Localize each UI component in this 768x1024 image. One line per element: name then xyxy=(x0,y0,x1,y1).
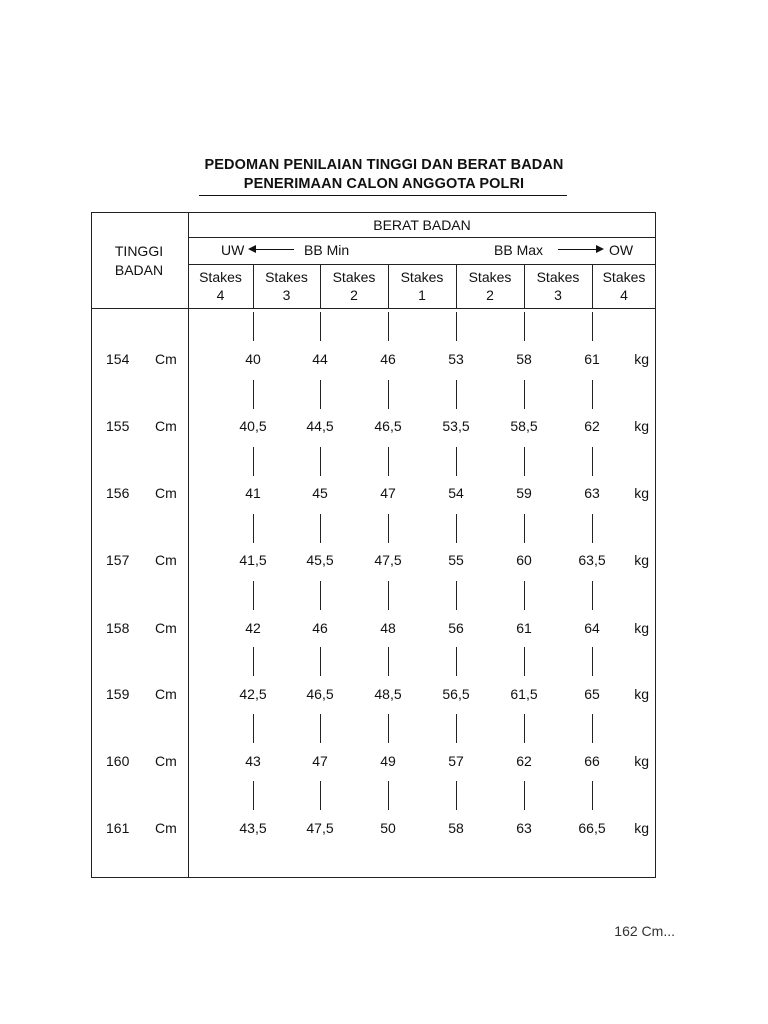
range-tick xyxy=(320,380,321,409)
height-unit: Cm xyxy=(155,418,177,434)
stakes-header-cell xyxy=(456,268,524,304)
weight-value: 61 xyxy=(516,620,532,636)
weight-value: 66,5 xyxy=(578,820,606,836)
stakes-number: 1 xyxy=(418,287,426,303)
stakes-word: Stakes xyxy=(536,269,580,285)
range-tick xyxy=(320,647,321,676)
weight-value: 48,5 xyxy=(374,686,402,702)
range-tick xyxy=(253,380,254,409)
weight-value: 40 xyxy=(245,351,261,367)
arrow-right-shaft xyxy=(558,249,597,250)
height-value: 158 xyxy=(106,620,130,636)
range-tick xyxy=(592,514,593,543)
stakes-word: Stakes xyxy=(468,269,512,285)
stakes-top-rule xyxy=(188,264,656,265)
range-tick xyxy=(456,514,457,543)
arrow-left-shaft xyxy=(255,249,294,250)
range-tick xyxy=(524,514,525,543)
range-tick xyxy=(253,312,254,341)
range-tick xyxy=(388,647,389,676)
weight-value: 62 xyxy=(584,418,600,434)
header-bottom-rule xyxy=(91,308,656,309)
weight-value: 63,5 xyxy=(578,552,606,568)
weight-value: 46,5 xyxy=(306,686,334,702)
weight-value: 47,5 xyxy=(306,820,334,836)
weight-value: 63 xyxy=(516,820,532,836)
title-underline xyxy=(199,195,567,196)
height-unit: Cm xyxy=(155,820,177,836)
weight-value: 44 xyxy=(312,351,328,367)
document-title-line2: PENERIMAAN CALON ANGGOTA POLRI xyxy=(243,176,525,192)
range-tick xyxy=(320,312,321,341)
stakes-header-cell xyxy=(188,268,253,304)
weight-value: 46 xyxy=(312,620,328,636)
range-tick xyxy=(320,447,321,476)
range-tick xyxy=(388,714,389,743)
weight-value: 63 xyxy=(584,485,600,501)
range-tick xyxy=(253,714,254,743)
document-title-line1: PEDOMAN PENILAIAN TINGGI DAN BERAT BADAN xyxy=(204,157,564,173)
stakes-word: Stakes xyxy=(265,269,308,285)
stakes-number: 4 xyxy=(216,287,225,303)
weight-value: 62 xyxy=(516,753,532,769)
stakes-header-cell xyxy=(524,268,592,304)
range-tick xyxy=(592,781,593,810)
weight-value: 41,5 xyxy=(239,552,267,568)
weight-value: 49 xyxy=(380,753,396,769)
weight-value: 42,5 xyxy=(239,686,267,702)
range-tick xyxy=(456,312,457,341)
range-tick xyxy=(456,581,457,610)
stakes-word: Stakes xyxy=(400,269,444,285)
weight-value: 47,5 xyxy=(374,552,402,568)
weight-value: 48 xyxy=(380,620,396,636)
range-tick xyxy=(388,312,389,341)
height-unit: Cm xyxy=(155,620,177,636)
range-tick xyxy=(524,380,525,409)
height-value: 159 xyxy=(106,686,130,702)
weight-value: 58 xyxy=(448,820,464,836)
height-unit: Cm xyxy=(155,552,177,568)
weight-value: 64 xyxy=(584,620,600,636)
weight-value: 45 xyxy=(312,485,328,501)
range-tick xyxy=(524,781,525,810)
range-tick xyxy=(456,447,457,476)
stakes-number: 2 xyxy=(350,287,358,303)
weight-value: 60 xyxy=(516,552,532,568)
height-value: 160 xyxy=(106,753,130,769)
tinggi-label: TINGGI xyxy=(114,243,164,259)
stakes-header-cell xyxy=(592,268,656,304)
weight-unit: kg xyxy=(634,552,649,568)
stakes-word: Stakes xyxy=(332,269,376,285)
weight-value: 53,5 xyxy=(442,418,470,434)
range-tick xyxy=(524,447,525,476)
weight-value: 47 xyxy=(312,753,328,769)
berat-badan-rule xyxy=(188,237,656,238)
tinggi-badan-header xyxy=(115,243,163,278)
tinggi-column-divider xyxy=(188,212,189,878)
height-unit: Cm xyxy=(155,753,177,769)
weight-unit: kg xyxy=(634,820,649,836)
range-tick xyxy=(592,714,593,743)
range-tick xyxy=(592,647,593,676)
weight-value: 43 xyxy=(245,753,261,769)
range-tick xyxy=(388,581,389,610)
weight-value: 55 xyxy=(448,552,464,568)
weight-value: 61,5 xyxy=(510,686,538,702)
range-tick xyxy=(253,581,254,610)
range-tick xyxy=(524,312,525,341)
range-tick xyxy=(524,714,525,743)
weight-value: 59 xyxy=(516,485,532,501)
range-tick xyxy=(253,781,254,810)
range-tick xyxy=(388,380,389,409)
weight-value: 56,5 xyxy=(442,686,470,702)
range-tick xyxy=(456,647,457,676)
weight-unit: kg xyxy=(634,753,649,769)
range-tick xyxy=(388,781,389,810)
weight-value: 54 xyxy=(448,485,464,501)
height-value: 154 xyxy=(106,351,130,367)
weight-unit: kg xyxy=(634,418,649,434)
weight-value: 43,5 xyxy=(239,820,267,836)
badan-label: BADAN xyxy=(114,262,164,278)
weight-value: 40,5 xyxy=(239,418,267,434)
stakes-header-cell xyxy=(253,268,320,304)
weight-value: 41 xyxy=(245,485,261,501)
weight-value: 44,5 xyxy=(306,418,334,434)
weight-value: 56 xyxy=(448,620,464,636)
berat-badan-header: BERAT BADAN xyxy=(373,217,471,233)
weight-value: 46 xyxy=(380,351,396,367)
range-tick xyxy=(320,714,321,743)
weight-unit: kg xyxy=(634,620,649,636)
weight-value: 65 xyxy=(584,686,600,702)
weight-value: 42 xyxy=(245,620,261,636)
weight-value: 50 xyxy=(380,820,396,836)
height-value: 161 xyxy=(106,820,130,836)
stakes-number: 2 xyxy=(486,287,494,303)
range-tick xyxy=(456,781,457,810)
table-border xyxy=(91,212,656,878)
range-tick xyxy=(592,447,593,476)
stakes-number: 3 xyxy=(282,287,291,303)
range-tick xyxy=(320,514,321,543)
stakes-header-cell xyxy=(388,268,456,304)
height-unit: Cm xyxy=(155,485,177,501)
stakes-word: Stakes xyxy=(602,269,646,285)
continuation-note: 162 Cm... xyxy=(614,923,675,939)
weight-value: 66 xyxy=(584,753,600,769)
range-tick xyxy=(388,514,389,543)
weight-value: 47 xyxy=(380,485,396,501)
range-tick xyxy=(456,380,457,409)
arrow-right-icon xyxy=(596,245,604,253)
range-tick xyxy=(253,514,254,543)
ow-label: OW xyxy=(609,242,634,258)
height-value: 156 xyxy=(106,485,130,501)
height-unit: Cm xyxy=(155,686,177,702)
range-tick xyxy=(592,380,593,409)
range-tick xyxy=(320,581,321,610)
range-tick xyxy=(592,312,593,341)
range-tick xyxy=(388,447,389,476)
weight-value: 53 xyxy=(448,351,464,367)
stakes-header-cell xyxy=(320,268,388,304)
weight-value: 58,5 xyxy=(510,418,538,434)
weight-value: 57 xyxy=(448,753,464,769)
range-tick xyxy=(592,581,593,610)
range-tick xyxy=(524,647,525,676)
height-unit: Cm xyxy=(155,351,177,367)
height-value: 157 xyxy=(106,552,130,568)
weight-unit: kg xyxy=(634,686,649,702)
bb-min-label: BB Min xyxy=(304,242,350,258)
stakes-number: 4 xyxy=(620,287,628,303)
range-tick xyxy=(456,714,457,743)
uw-label: UW xyxy=(221,242,245,258)
range-tick xyxy=(253,447,254,476)
stakes-word: Stakes xyxy=(199,269,242,285)
range-tick xyxy=(524,581,525,610)
weight-unit: kg xyxy=(634,485,649,501)
weight-unit: kg xyxy=(634,351,649,367)
stakes-number: 3 xyxy=(554,287,562,303)
height-value: 155 xyxy=(106,418,130,434)
range-tick xyxy=(320,781,321,810)
weight-value: 46,5 xyxy=(374,418,402,434)
weight-value: 58 xyxy=(516,351,532,367)
weight-value: 61 xyxy=(584,351,600,367)
range-tick xyxy=(253,647,254,676)
bb-max-label: BB Max xyxy=(494,242,544,258)
weight-value: 45,5 xyxy=(306,552,334,568)
